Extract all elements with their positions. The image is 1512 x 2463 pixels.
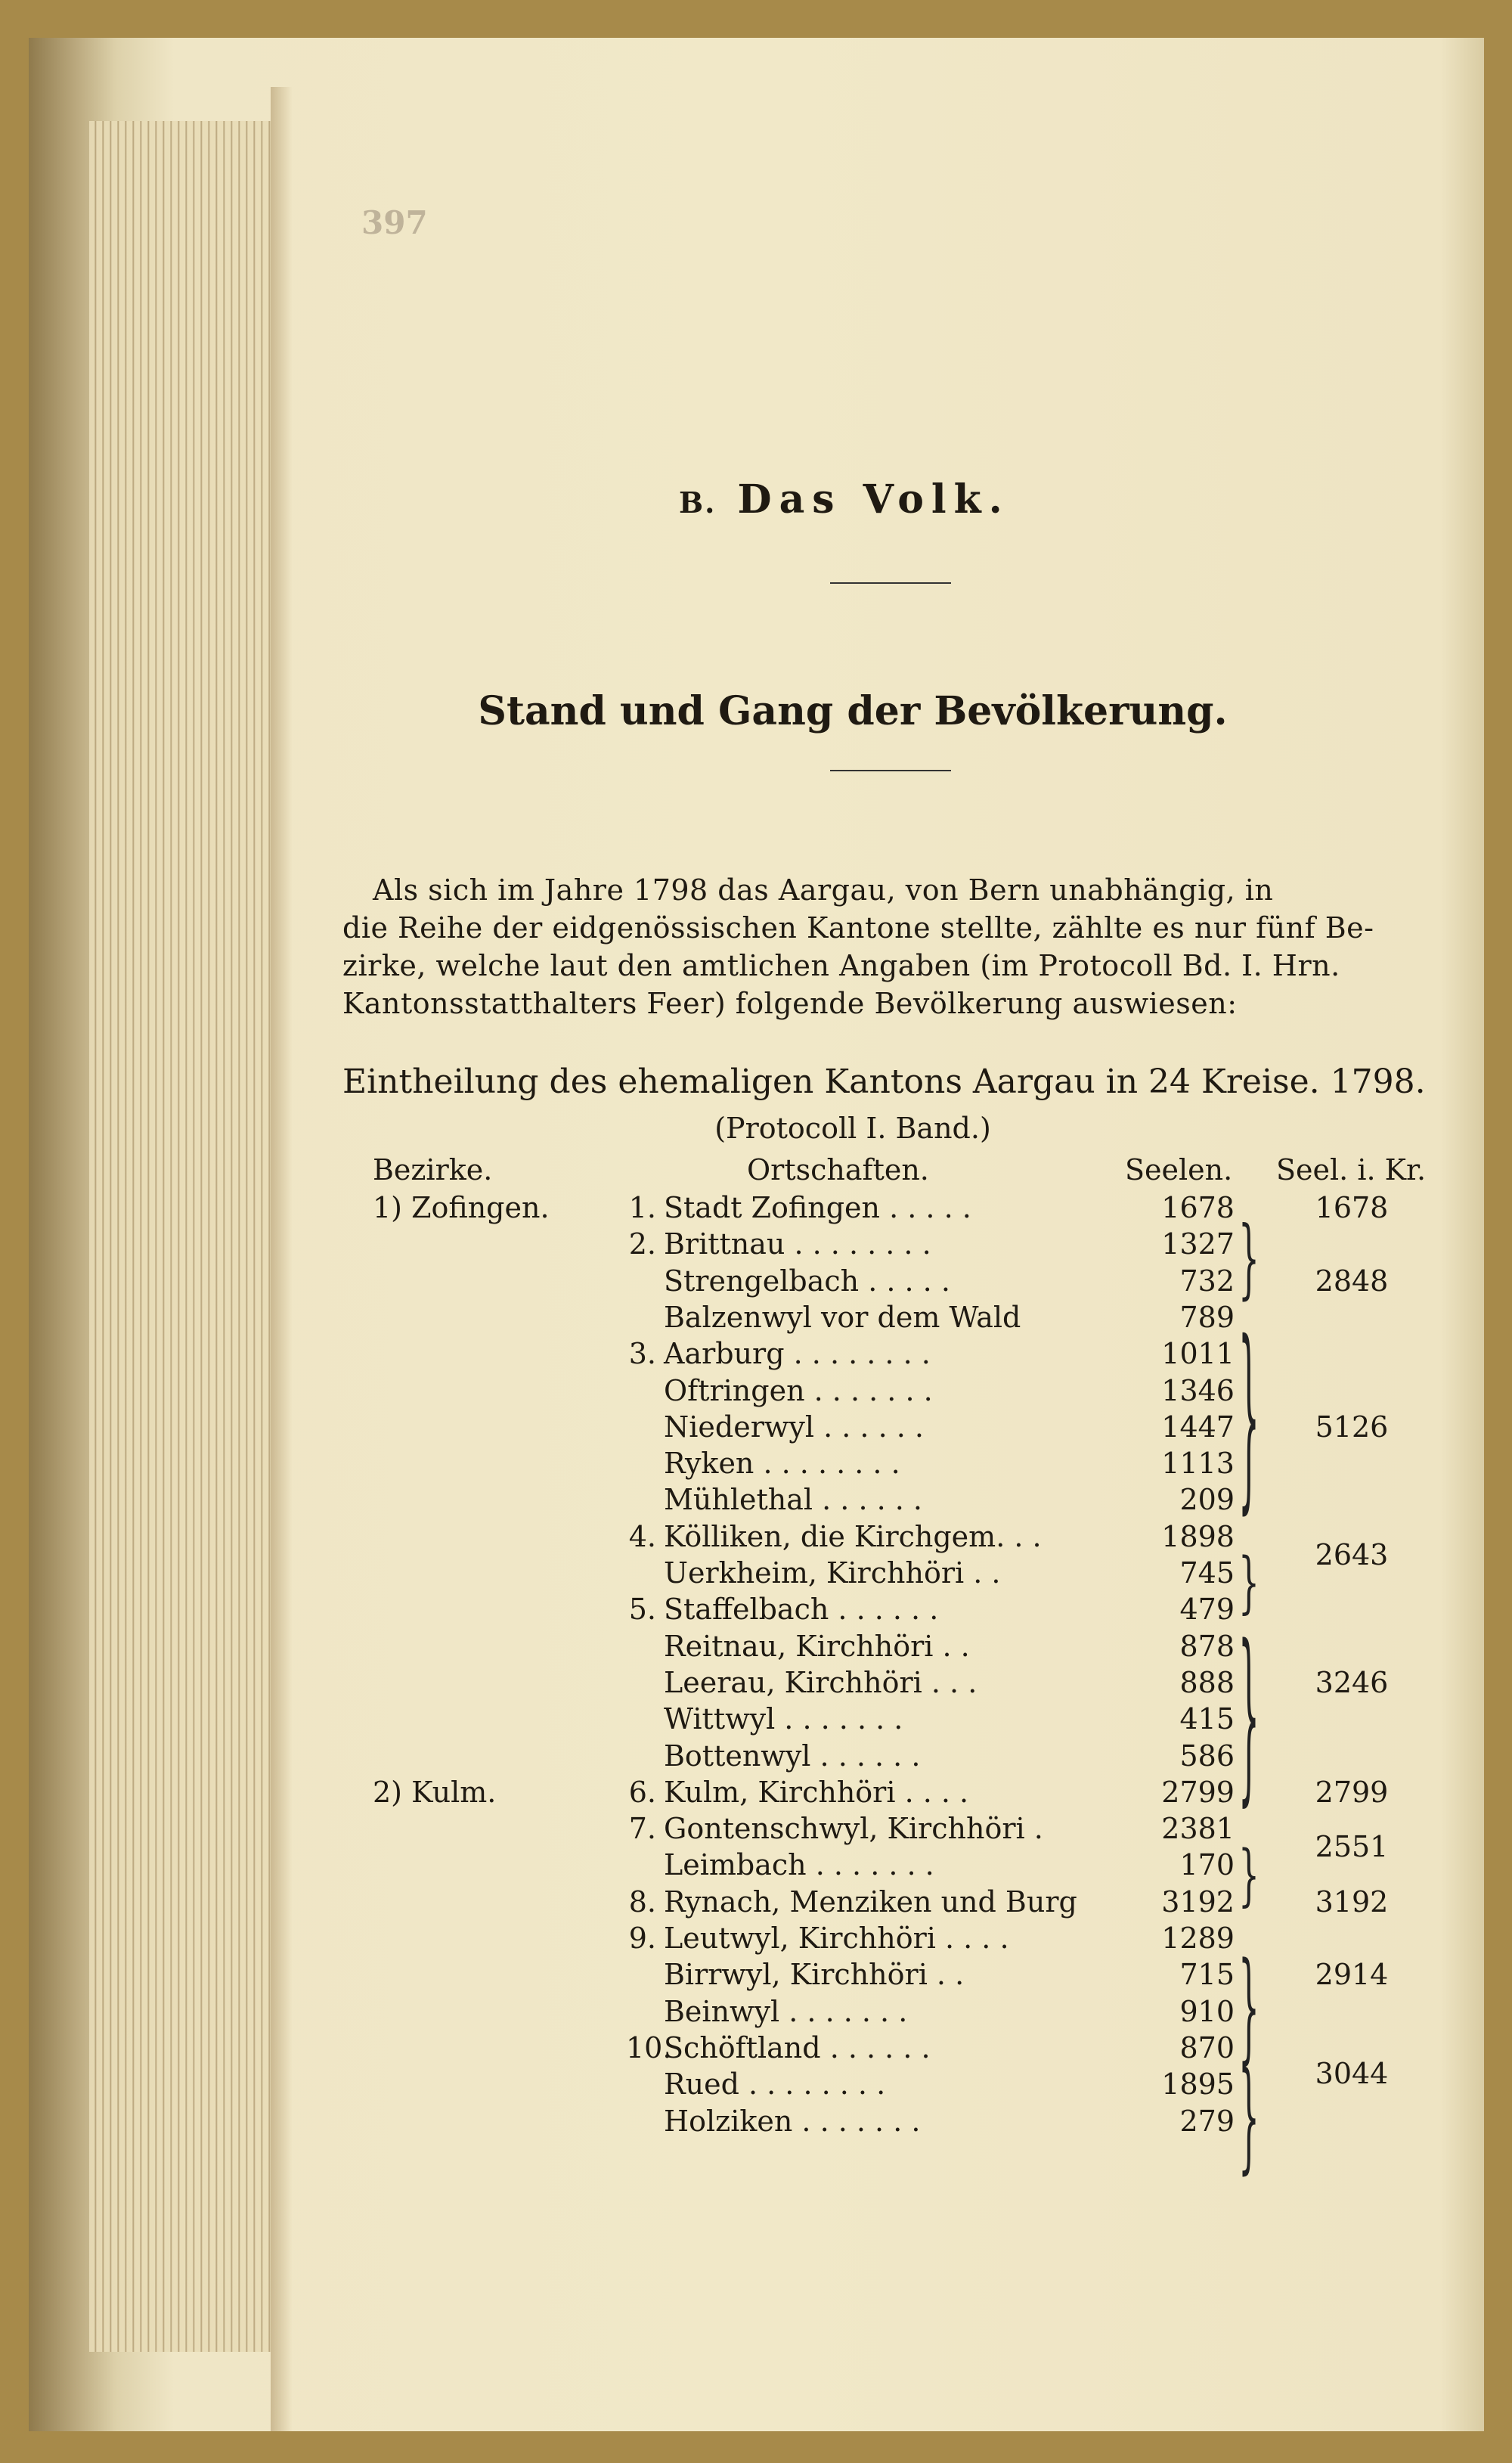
circle-total-cell: 3246 xyxy=(1315,1665,1389,1699)
circle-total-cell: 3044 xyxy=(1315,2056,1389,2090)
circle-number-cell: 2. xyxy=(628,1227,656,1261)
souls-cell: 1011 xyxy=(1161,1337,1235,1371)
col-header-souls-per-circle: Seel. i. Kr. xyxy=(1276,1153,1427,1187)
souls-cell: 279 xyxy=(1179,2104,1235,2138)
table-row xyxy=(29,1593,1484,1629)
table-row xyxy=(29,1812,1484,1864)
place-cell: Leimbach . . . . . . . xyxy=(664,1848,934,1882)
place-cell: Bottenwyl . . . . . . xyxy=(664,1739,921,1773)
circle-number-cell: 7. xyxy=(628,1812,656,1846)
souls-cell: 1898 xyxy=(1161,1519,1235,1553)
place-cell: Kulm, Kirchhöri . . . . xyxy=(664,1775,969,1809)
place-cell: Rued . . . . . . . . xyxy=(664,2067,886,2102)
group-brace: } xyxy=(1238,1837,1259,1915)
table-source: (Protocoll I. Band.) xyxy=(714,1112,991,1145)
circle-number-cell: 3. xyxy=(628,1337,656,1371)
circle-number-cell: 8. xyxy=(628,1884,656,1919)
place-cell: Staffelbach . . . . . . xyxy=(664,1593,939,1627)
divider-rule xyxy=(830,582,951,584)
circle-number-cell: 1. xyxy=(628,1191,656,1224)
group-brace: } xyxy=(1238,2048,1259,2188)
table-row xyxy=(29,1374,1484,1410)
souls-cell: 1895 xyxy=(1161,2067,1235,2102)
district-cell: 2) Kulm. xyxy=(373,1775,497,1809)
souls-cell: 745 xyxy=(1179,1556,1235,1590)
circle-total-cell: 2848 xyxy=(1315,1264,1389,1298)
table-row xyxy=(29,1885,1484,1922)
circle-total-cell: 5126 xyxy=(1315,1410,1389,1444)
group-brace: } xyxy=(1238,1938,1259,2078)
place-cell: Uerkheim, Kirchhöri . . xyxy=(664,1556,1001,1590)
col-header-souls: Seelen. xyxy=(1125,1153,1233,1187)
circle-total-cell: 2643 xyxy=(1315,1537,1389,1571)
table-row xyxy=(29,1776,1484,1812)
divider-rule-2 xyxy=(830,770,951,771)
table-row xyxy=(29,1739,1484,1776)
table-row xyxy=(29,1227,1484,1264)
table-row xyxy=(29,1519,1484,1571)
circle-total-cell: 3192 xyxy=(1315,1884,1389,1919)
souls-cell: 2799 xyxy=(1161,1775,1235,1809)
section-title: Das Volk. xyxy=(737,476,1010,523)
table-row xyxy=(29,1337,1484,1373)
place-cell: Mühlethal . . . . . . xyxy=(664,1483,922,1517)
place-cell: Wittwyl . . . . . . . xyxy=(664,1702,903,1736)
section-heading xyxy=(679,476,1010,523)
place-cell: Kölliken, die Kirchgem. . . xyxy=(664,1519,1042,1553)
page-number: 397 xyxy=(361,204,428,241)
souls-cell: 170 xyxy=(1179,1848,1235,1882)
paragraph-line: zirke, welche laut den amtlichen Angaben (im Protocoll Bd. I. Hrn. xyxy=(342,949,1340,982)
paragraph-line: Kantonsstatthalters Feer) folgende Bevölkerung auswiesen: xyxy=(342,987,1238,1020)
place-cell: Reitnau, Kirchhöri . . xyxy=(664,1629,970,1663)
table-row xyxy=(29,1410,1484,1447)
place-cell: Leerau, Kirchhöri . . . xyxy=(664,1665,978,1699)
table-title: Eintheilung des ehemaligen Kantons Aargau in 24 Kreise. 1798. xyxy=(342,1062,1426,1101)
place-cell: Rynach, Menziken und Burg xyxy=(664,1884,1077,1919)
souls-cell: 415 xyxy=(1179,1702,1235,1736)
col-header-district: Bezirke. xyxy=(373,1153,493,1187)
place-cell: Brittnau . . . . . . . . xyxy=(664,1227,931,1261)
table-row xyxy=(29,1702,1484,1739)
chapter-title: Stand und Gang der Bevölkerung. xyxy=(478,688,1228,734)
table-row xyxy=(29,2031,1484,2067)
souls-cell: 3192 xyxy=(1161,1884,1235,1919)
place-cell: Oftringen . . . . . . . xyxy=(664,1373,933,1407)
book-page xyxy=(29,38,1484,2431)
table-row xyxy=(29,2056,1484,2104)
place-cell: Balzenwyl vor dem Wald xyxy=(664,1300,1021,1334)
place-cell: Beinwyl . . . . . . . xyxy=(664,1994,908,2028)
circle-total-cell: 2914 xyxy=(1315,1958,1389,1992)
souls-cell: 1447 xyxy=(1161,1410,1235,1444)
table-row xyxy=(29,1630,1484,1666)
souls-cell: 910 xyxy=(1179,1994,1235,2028)
souls-cell: 479 xyxy=(1179,1593,1235,1627)
souls-cell: 1113 xyxy=(1161,1447,1235,1481)
section-letter: B. xyxy=(679,485,717,520)
place-cell: Leutwyl, Kirchhöri . . . . xyxy=(664,1922,1009,1955)
circle-number-cell: 10. xyxy=(626,2030,672,2064)
souls-cell: 732 xyxy=(1179,1264,1235,1298)
place-cell: Stadt Zofingen . . . . . xyxy=(664,1191,971,1224)
table-row xyxy=(29,1556,1484,1593)
table-row xyxy=(29,1264,1484,1301)
souls-cell: 586 xyxy=(1179,1739,1235,1773)
place-cell: Schöftland . . . . . . xyxy=(664,2030,931,2064)
table-row xyxy=(29,1922,1484,1958)
col-header-places: Ortschaften. xyxy=(747,1153,929,1187)
group-brace: } xyxy=(1238,1302,1259,1534)
district-cell: 1) Zofingen. xyxy=(373,1191,550,1224)
group-brace: } xyxy=(1238,1608,1259,1826)
table-row xyxy=(29,1848,1484,1884)
souls-cell: 2381 xyxy=(1161,1812,1235,1846)
souls-cell: 209 xyxy=(1179,1483,1235,1517)
souls-cell: 1327 xyxy=(1161,1227,1235,1261)
table-row xyxy=(29,1995,1484,2031)
table-row xyxy=(29,1958,1484,1994)
table-row xyxy=(29,1301,1484,1337)
place-cell: Ryken . . . . . . . . xyxy=(664,1447,900,1481)
place-cell: Holziken . . . . . . . xyxy=(664,2104,921,2138)
table-row xyxy=(29,1447,1484,1483)
circle-number-cell: 6. xyxy=(628,1775,656,1809)
table-row xyxy=(29,1483,1484,1519)
place-cell: Strengelbach . . . . . xyxy=(664,1264,950,1298)
place-cell: Gontenschwyl, Kirchhöri . xyxy=(664,1812,1043,1846)
souls-cell: 1678 xyxy=(1161,1191,1235,1224)
souls-cell: 878 xyxy=(1179,1629,1235,1663)
circle-number-cell: 5. xyxy=(628,1593,656,1627)
circle-total-cell: 1678 xyxy=(1315,1191,1389,1224)
place-cell: Aarburg . . . . . . . . xyxy=(664,1337,931,1371)
souls-cell: 1289 xyxy=(1161,1922,1235,1955)
table-row xyxy=(29,1666,1484,1702)
paragraph-line: die Reihe der eidgenössischen Kantone stellte, zählte es nur fünf Be- xyxy=(342,911,1374,945)
group-brace: } xyxy=(1238,1544,1259,1622)
souls-cell: 715 xyxy=(1179,1958,1235,1992)
table-row xyxy=(29,2105,1484,2141)
circle-total-cell: 2551 xyxy=(1315,1830,1389,1864)
circle-number-cell: 4. xyxy=(628,1519,656,1553)
place-cell: Niederwyl . . . . . . xyxy=(664,1410,924,1444)
souls-cell: 1346 xyxy=(1161,1373,1235,1407)
souls-cell: 888 xyxy=(1179,1665,1235,1699)
paragraph-line: Als sich im Jahre 1798 das Aargau, von Bern unabhängig, in xyxy=(373,873,1274,907)
circle-number-cell: 9. xyxy=(628,1922,656,1955)
group-brace: } xyxy=(1238,1209,1259,1310)
table-row xyxy=(29,1191,1484,1227)
souls-cell: 789 xyxy=(1179,1300,1235,1334)
souls-cell: 870 xyxy=(1179,2030,1235,2064)
place-cell: Birrwyl, Kirchhöri . . xyxy=(664,1958,965,1992)
circle-total-cell: 2799 xyxy=(1315,1775,1389,1809)
